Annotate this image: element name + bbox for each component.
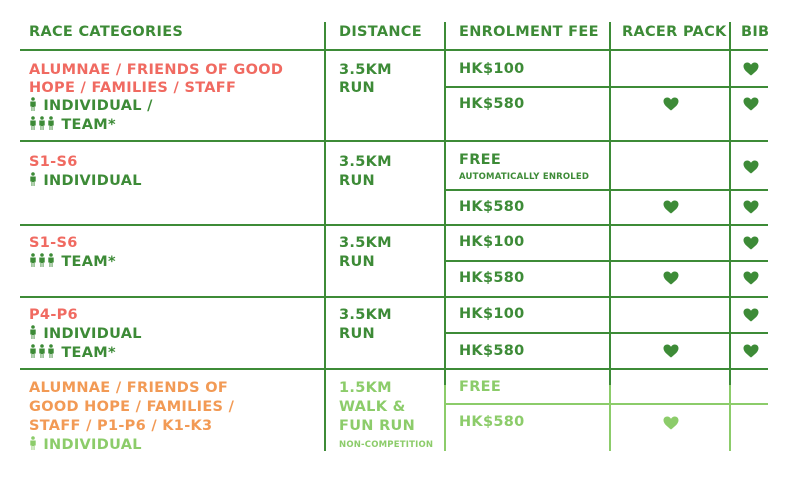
row-divider: [20, 368, 768, 370]
distance-value: 1.5KM: [339, 380, 392, 396]
bib-heart-icon: [743, 62, 759, 76]
distance-value: RUN: [339, 173, 375, 189]
racer-pack-heart-icon: [663, 271, 679, 285]
distance-value: 3.5KM: [339, 154, 392, 170]
racer-pack-heart-icon: [663, 97, 679, 111]
entry-type: [29, 172, 142, 191]
fee-value: HK$100: [459, 234, 525, 250]
row-divider: [445, 260, 768, 262]
distance-value: 3.5KM: [339, 307, 392, 323]
distance-value: FUN RUN: [339, 418, 416, 434]
fee-value: FREE: [459, 379, 502, 395]
column-divider: [609, 385, 611, 451]
entry-type: [29, 344, 116, 363]
person-icon: [29, 344, 37, 358]
distance-value: 3.5KM: [339, 235, 392, 251]
racer-pack-heart-icon: [663, 344, 679, 358]
person-icon: [38, 116, 46, 130]
bib-heart-icon: [743, 200, 759, 214]
row-divider: [20, 140, 768, 142]
bib-heart-icon: [743, 344, 759, 358]
row-divider: [445, 332, 768, 334]
column-divider: [729, 385, 731, 451]
bib-heart-icon: [743, 308, 759, 322]
row-divider: [20, 49, 768, 51]
entry-type: [29, 253, 116, 272]
category-label: GOOD HOPE / FAMILIES /: [29, 399, 235, 415]
bib-heart-icon: [743, 271, 759, 285]
fee-value: HK$580: [459, 96, 525, 112]
header-distance: DISTANCE: [339, 24, 422, 40]
distance-value: WALK &: [339, 399, 406, 415]
person-icon: [29, 253, 37, 267]
entry-type-label: TEAM*: [61, 345, 116, 361]
header-racer-pack: RACER PACK: [622, 24, 727, 40]
category-label: HOPE / FAMILIES / STAFF: [29, 80, 237, 96]
fee-value: HK$580: [459, 414, 525, 430]
entry-type-label: INDIVIDUAL: [43, 326, 142, 342]
column-divider: [729, 22, 731, 385]
bib-heart-icon: [743, 236, 759, 250]
person-icon: [29, 97, 37, 111]
person-icon: [38, 253, 46, 267]
category-label: P4-P6: [29, 307, 78, 323]
row-divider: [20, 296, 768, 298]
entry-type: [29, 116, 116, 135]
fee-value: HK$580: [459, 270, 525, 286]
fee-value: FREE: [459, 152, 502, 168]
racer-pack-heart-icon: [663, 416, 679, 430]
header-enrolment-fee: ENROLMENT FEE: [459, 24, 599, 40]
distance-value: RUN: [339, 80, 375, 96]
person-icon: [47, 344, 55, 358]
racer-pack-heart-icon: [663, 200, 679, 214]
person-icon: [47, 253, 55, 267]
distance-value: RUN: [339, 326, 375, 342]
bib-heart-icon: [743, 160, 759, 174]
entry-type-label: TEAM*: [61, 117, 116, 133]
header-bib: BIB: [741, 24, 770, 40]
person-icon: [29, 172, 37, 186]
fee-value: HK$100: [459, 61, 525, 77]
entry-type-label: TEAM*: [61, 254, 116, 270]
category-label: S1-S6: [29, 154, 78, 170]
row-divider: [445, 189, 768, 191]
column-divider: [444, 385, 446, 451]
bib-heart-icon: [743, 97, 759, 111]
entry-type-label: INDIVIDUAL: [43, 437, 142, 453]
category-label: S1-S6: [29, 235, 78, 251]
person-icon: [38, 344, 46, 358]
row-divider: [445, 86, 768, 88]
fee-value: HK$100: [459, 306, 525, 322]
row-divider: [445, 403, 768, 405]
entry-type-label: INDIVIDUAL /: [43, 98, 153, 114]
entry-type: [29, 325, 142, 344]
header-race-categories: RACE CATEGORIES: [29, 24, 184, 40]
person-icon: [29, 325, 37, 339]
distance-value: RUN: [339, 254, 375, 270]
column-divider: [324, 22, 326, 451]
entry-type: [29, 97, 153, 116]
column-divider: [444, 22, 446, 385]
distance-note: NON-COMPETITION: [339, 440, 434, 450]
fee-note: AUTOMATICALLY ENROLED: [459, 172, 590, 182]
row-divider: [20, 224, 768, 226]
entry-type-label: INDIVIDUAL: [43, 173, 142, 189]
category-label: ALUMNAE / FRIENDS OF: [29, 380, 229, 396]
person-icon: [29, 436, 37, 450]
column-divider: [609, 22, 611, 385]
person-icon: [47, 116, 55, 130]
fee-value: HK$580: [459, 343, 525, 359]
category-label: STAFF / P1-P6 / K1-K3: [29, 418, 213, 434]
fee-value: HK$580: [459, 199, 525, 215]
category-label: ALUMNAE / FRIENDS OF GOOD: [29, 62, 284, 78]
person-icon: [29, 116, 37, 130]
entry-type: [29, 436, 142, 455]
distance-value: 3.5KM: [339, 62, 392, 78]
